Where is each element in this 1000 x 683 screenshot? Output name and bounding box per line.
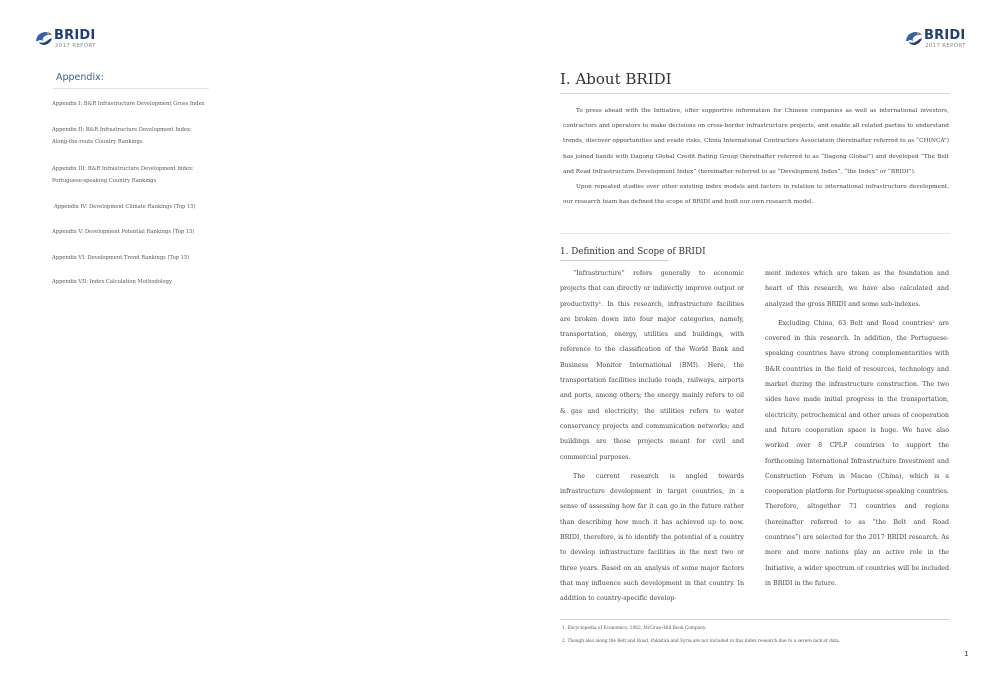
intro-divider — [560, 233, 950, 234]
subsection-underline — [560, 260, 668, 261]
globe-icon — [34, 29, 54, 47]
body-column-right — [765, 266, 949, 591]
body-paragraph: ment indexes which are taken as the foundation and heart of this research, we have also calculated and analyzed the gross BRIDI and some sub-indexes. — [765, 270, 949, 308]
appendix-item-5[interactable]: Appendix V: Development Potential Rankings (Top 15) — [52, 229, 195, 235]
logo-subtitle: 2017 REPORT — [925, 43, 966, 49]
body-paragraph: Excluding China, 63 Belt and Road countries² are covered in this research. In addition, the Portuguese-speaking countries have strong complementarities with B&R countries in the field of resources, technology and market during the infrastructure construction. The two sides have made initial progress in the transportation, electricity, petrochemical and other areas of cooperation and future cooperation space is huge. We have also worked over 8 CPLP countries to support the forthcoming International Infrastructure Investment and Construction Forum in Macao (China), which is a cooperation platform for Portuguese-speaking countries. Therefore, altogether 71 countries and regions (hereinafter referred to as “the Belt and Road countries”) are selected for the 2017 BRIDI research. As more and more nations play an active role in the Initiative, a wider spectrum of countries will be included in BRIDI in the future. — [765, 319, 949, 587]
appendix-item-1[interactable]: Appendix I: B&R Infrastructure Development Gross Index — [52, 101, 205, 107]
appendix-item-6[interactable]: Appendix VI: Development Trend Rankings (Top 15) — [52, 255, 190, 261]
section-divider — [560, 93, 950, 94]
body-paragraph: “Infrastructure” refers generally to economic projects that can directly or indirectly improve output or productivity¹. In this research, infrastructure facilities are broken down into four major categories, namely, transportation, energy, utilities and buildings, with reference to the classification of the World Bank and Business Monitor International (BMI). Here, the transportation facilities include roads, railways, airports and ports, among others; the energy mainly refers to oil & gas and electricity; the utilities refers to water conservancy projects and communication networks; and buildings are those projects meant for civil and commercial purposes. — [560, 270, 744, 461]
globe-icon — [904, 29, 924, 47]
bridi-logo-left — [34, 29, 109, 51]
intro-text — [563, 104, 949, 210]
appendix-item-7[interactable]: Appendix VII: Index Calculation Methodology — [52, 279, 172, 285]
logo-subtitle: 2017 REPORT — [55, 43, 96, 49]
appendix-item-3[interactable]: Appendix III: B&R Infrastructure Development Index: Portuguese-speaking Country Rankings — [52, 166, 194, 184]
section-title: I. About BRIDI — [560, 70, 672, 88]
body-paragraph: The current research is angled towards infrastructure development in target countries, in a sense of assessing how far it can go in the future rather than describing how much it has achieved up to now. BRIDI, therefore, is to identify the potential of a country to develop infrastructure facilities in the next two or three years. Based on an analysis of some major factors that may influence such development in that country. In addition to country-specific develop- — [560, 472, 744, 603]
subsection-title: 1. Definition and Scope of BRIDI — [560, 247, 706, 257]
page-number: 1 — [964, 650, 969, 658]
footnote-2: 2. Though also along the Belt and Road, Pakistan and Syria are not included in this index research due to a severe lack of data. — [562, 639, 841, 644]
appendix-item-2[interactable]: Appendix II: B&R Infrastructure Development Index: Along-the-route Country Rankings — [52, 127, 192, 145]
appendix-heading: Appendix: — [56, 72, 104, 83]
bridi-logo-right — [904, 29, 979, 51]
intro-paragraph-2: Upon repeated studies over other existing index models and factors in relation to international infrastructure development, our research team has defined the scope of BRIDI and built our own research model. — [563, 184, 949, 206]
appendix-divider — [53, 88, 209, 89]
logo-brand: BRIDI — [54, 28, 96, 43]
logo-brand: BRIDI — [924, 28, 966, 43]
body-column-left — [560, 266, 744, 607]
footnote-1: 1. Encyclopedia of Economics, 1982, McGraw-Hill Book Company. — [562, 626, 707, 631]
appendix-item-4[interactable]: Appendix IV: Development Climate Rankings (Top 15) — [54, 204, 196, 210]
intro-paragraph-1: To press ahead with the Initiative, offer supportive information for Chinese companies as well as international investors, contractors and operators to make decisions on cross-border infrastructure projects, and enable all related parties to understand trends, discover opportunities and evade risks, China International Contractors Association (hereinafter referred to as “CHINCA”) has joined hands with Dagong Global Credit Rating Group (hereinafter referred to as “Dagong Global”) and developed “The Belt and Road Infrastructure Development Index” (hereinafter referred to as “Development Index”, “the Index” or “BRIDI”). — [563, 108, 949, 175]
footnote-divider — [560, 619, 950, 620]
